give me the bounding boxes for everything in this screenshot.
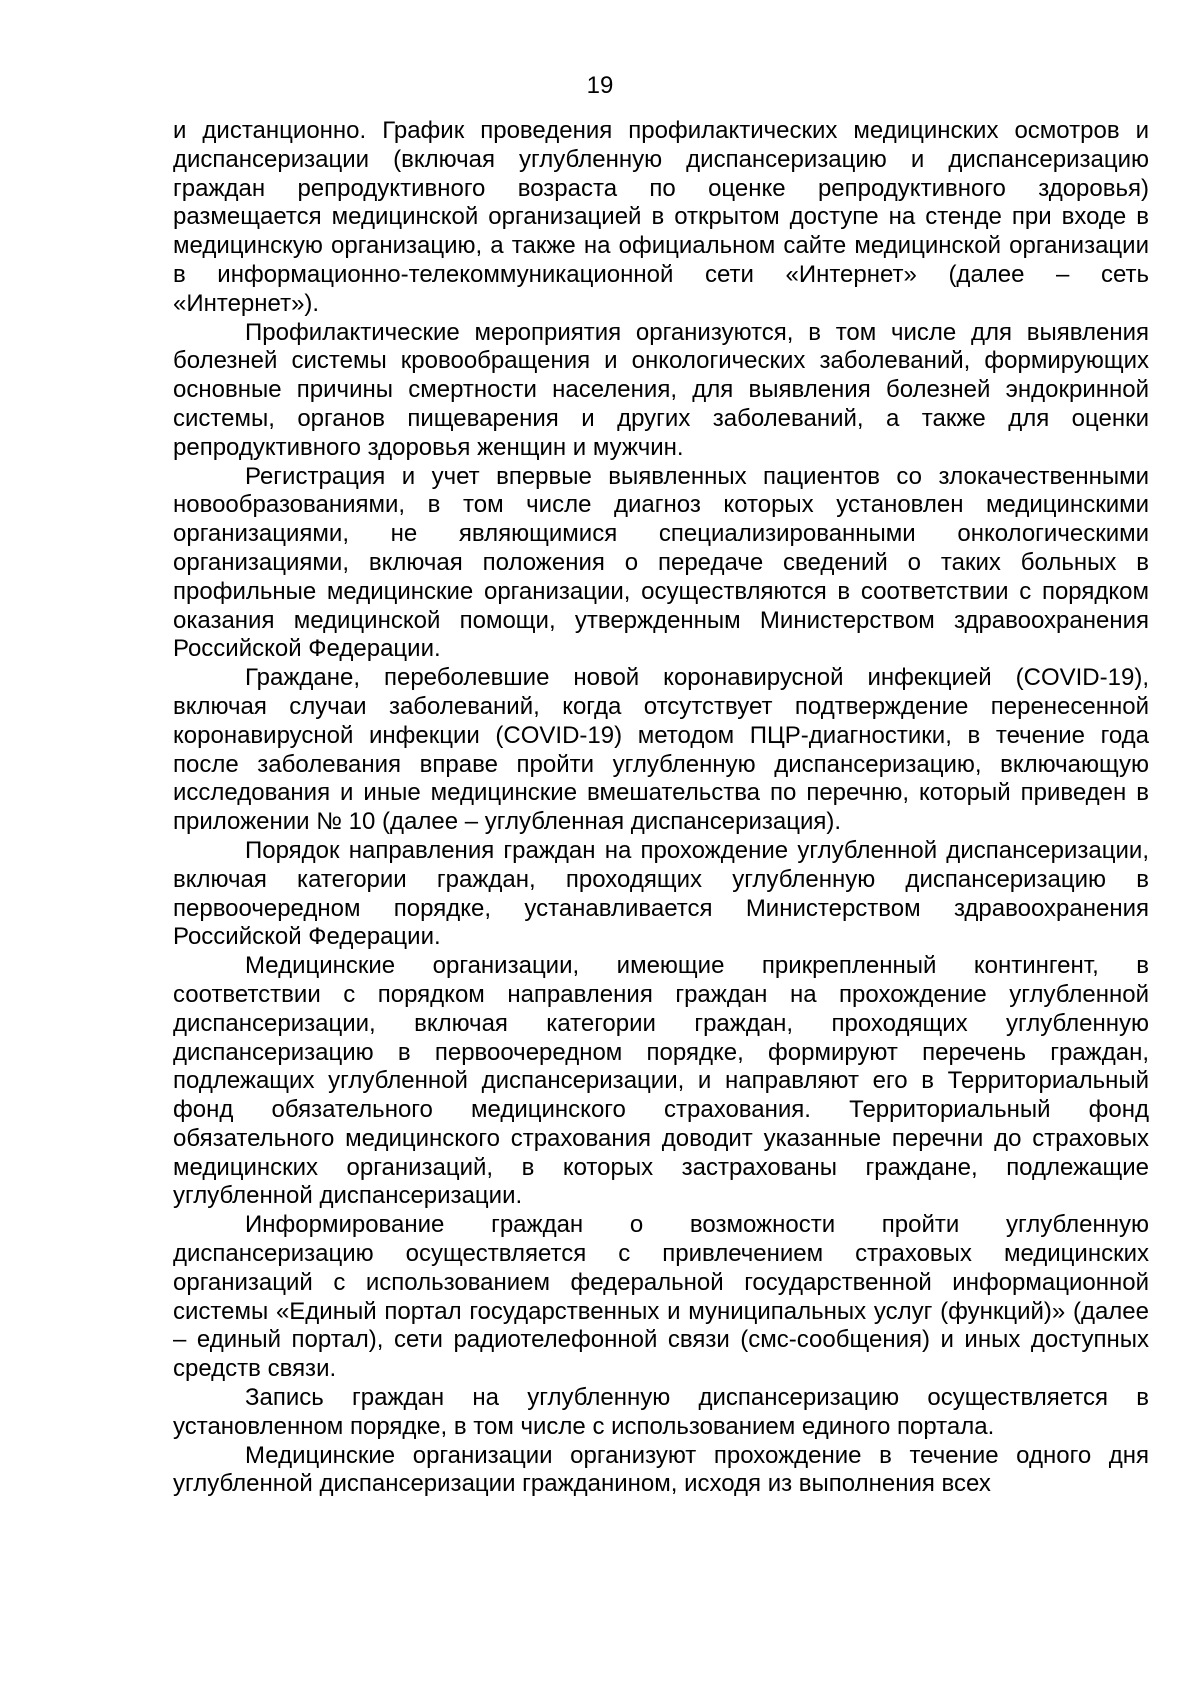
paragraph-2: Профилактические мероприятия организуются, в том числе для выявления болезней системы кровообращения и онкологических заболеваний, формирующих основные причины смертности населения, для выявления болезней эндокринной системы, органов пищеварения и других заболеваний, а также для оценки репродуктивного здоровья женщин и мужчин. [173,318,1149,461]
page-number: 19 [586,72,614,99]
paragraph-5: Порядок направления граждан на прохождение углубленной диспансеризации, включая категории граждан, проходящих углубленную диспансеризацию в первоочередном порядке, устанавливается Министерством здравоохранения Российской Федерации. [173,836,1149,951]
paragraph-1: и дистанционно. График проведения профилактических медицинских осмотров и диспансеризации (включая углубленную диспансеризацию и диспансеризацию граждан репродуктивного возраста по оценке репродуктивного здоровья) размещается медицинской организацией в открытом доступе на стенде при входе в медицинскую организацию, а также на официальном сайте медицинской организации в информационно-телекоммуникационной сети «Интернет» (далее – сеть «Интернет»). [173,117,1149,317]
paragraph-3: Регистрация и учет впервые выявленных пациентов со злокачественными новообразованиями, в том числе диагноз которых установлен медицинскими организациями, не являющимися специализированными онкологическими организациями, включая положения о передаче сведений о таких больных в профильные медицинские организации, осуществляются в соответствии с порядком оказания медицинской помощи, утвержденным Министерством здравоохранения Российской Федерации. [173,462,1149,663]
paragraph-9: Медицинские организации организуют прохождение в течение одного дня углубленной диспансеризации гражданином, исходя из выполнения всех [173,1441,1149,1498]
paragraph-8: Запись граждан на углубленную диспансеризацию осуществляется в установленном порядке, в том числе с использованием единого портала. [173,1384,1149,1440]
paragraph-7: Информирование граждан о возможности пройти углубленную диспансеризацию осуществляется с привлечением страховых медицинских организаций с использованием федеральной государственной информационной системы «Единый портал государственных и муниципальных услуг (функций)» (далее – единый портал), сети радиотелефонной связи (смс-сообщения) и иных доступных средств связи. [173,1211,1149,1383]
document-body [173,117,1149,1499]
paragraph-6: Медицинские организации, имеющие прикрепленный контингент, в соответствии с порядком направления граждан на прохождение углубленной диспансеризации, включая категории граждан, проходящих углубленную диспансеризацию в первоочередном порядке, формируют перечень граждан, подлежащих углубленной диспансеризации, и направляют его в Территориальный фонд обязательного медицинского страхования. Территориальный фонд обязательного медицинского страхования доводит указанные перечни до страховых медицинских организаций, в которых застрахованы граждане, подлежащие углубленной диспансеризации. [173,952,1149,1210]
paragraph-4: Граждане, переболевшие новой коронавирусной инфекцией (COVID-19), включая случаи заболеваний, когда отсутствует подтверждение перенесенной коронавирусной инфекции (COVID-19) методом ПЦР-диагностики, в течение года после заболевания вправе пройти углубленную диспансеризацию, включающую исследования и иные медицинские вмешательства по перечню, который приведен в приложении № 10 (далее – углубленная диспансеризация). [173,664,1149,836]
